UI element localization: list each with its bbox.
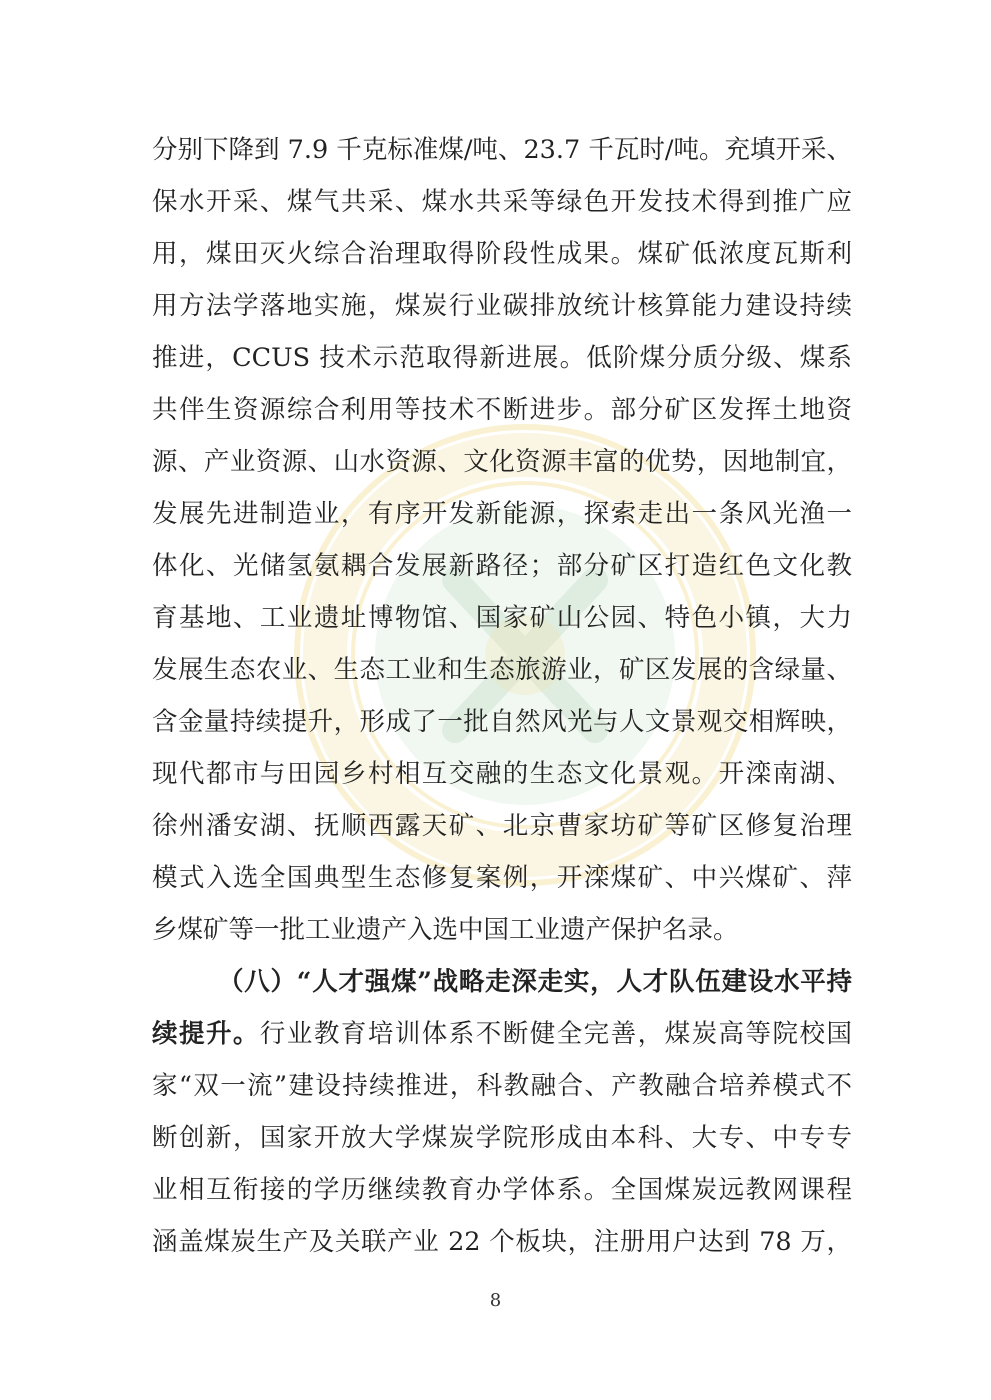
paragraph-line: 发展生态农业、生态工业和生态旅游业，矿区发展的含绿量、 bbox=[152, 655, 852, 685]
paragraph-line: 现代都市与田园乡村相互交融的生态文化景观。开滦南湖、 bbox=[152, 759, 852, 789]
paragraph-line: 体化、光储氢氨耦合发展新路径；部分矿区打造红色文化教 bbox=[152, 551, 852, 581]
section-heading: （八）“人才强煤”战略走深走实，人才队伍建设水平持 bbox=[218, 967, 852, 997]
paragraph-line: 徐州潘安湖、抚顺西露天矿、北京曹家坊矿等矿区修复治理 bbox=[152, 811, 852, 841]
paragraph-line bbox=[152, 1014, 852, 1054]
paragraph-line: 用，煤田灭火综合治理取得阶段性成果。煤矿低浓度瓦斯利 bbox=[152, 239, 852, 269]
paragraph-text: 行业教育培训体系不断健全完善，煤炭高等院校国 bbox=[259, 1019, 852, 1049]
page-number: 8 bbox=[489, 1290, 502, 1311]
paragraph-line: 保水开采、煤气共采、煤水共采等绿色开发技术得到推广应 bbox=[152, 187, 852, 217]
paragraph-line: 断创新，国家开放大学煤炭学院形成由本科、大专、中专专 bbox=[152, 1123, 852, 1153]
paragraph-line: 推进，CCUS 技术示范取得新进展。低阶煤分质分级、煤系 bbox=[152, 343, 852, 373]
paragraph-line: 家“双一流”建设持续推进，科教融合、产教融合培养模式不 bbox=[152, 1071, 852, 1101]
paragraph-line: 模式入选全国典型生态修复案例，开滦煤矿、中兴煤矿、萍 bbox=[152, 863, 852, 893]
paragraph-line: 用方法学落地实施，煤炭行业碳排放统计核算能力建设持续 bbox=[152, 291, 852, 321]
paragraph-line: 源、产业资源、山水资源、文化资源丰富的优势，因地制宜， bbox=[152, 447, 852, 477]
paragraph-line: 分别下降到 7.9 千克标准煤/吨、23.7 千瓦时/吨。充填开采、 bbox=[152, 135, 852, 165]
paragraph-line: 育基地、工业遗址博物馆、国家矿山公园、特色小镇，大力 bbox=[152, 603, 852, 633]
paragraph-line: 含金量持续提升，形成了一批自然风光与人文景观交相辉映， bbox=[152, 707, 852, 737]
paragraph-line: 乡煤矿等一批工业遗产入选中国工业遗产保护名录。 bbox=[152, 915, 739, 945]
paragraph-line: 发展先进制造业，有序开发新能源，探索走出一条风光渔一 bbox=[152, 499, 852, 529]
paragraph-line: 涵盖煤炭生产及关联产业 22 个板块，注册用户达到 78 万， bbox=[152, 1227, 852, 1257]
paragraph-line: 共伴生资源综合利用等技术不断进步。部分矿区发挥土地资 bbox=[152, 395, 852, 425]
section-heading-end: 续提升。 bbox=[152, 1019, 260, 1049]
paragraph-line: 业相互衔接的学历继续教育办学体系。全国煤炭远教网课程 bbox=[152, 1175, 852, 1205]
